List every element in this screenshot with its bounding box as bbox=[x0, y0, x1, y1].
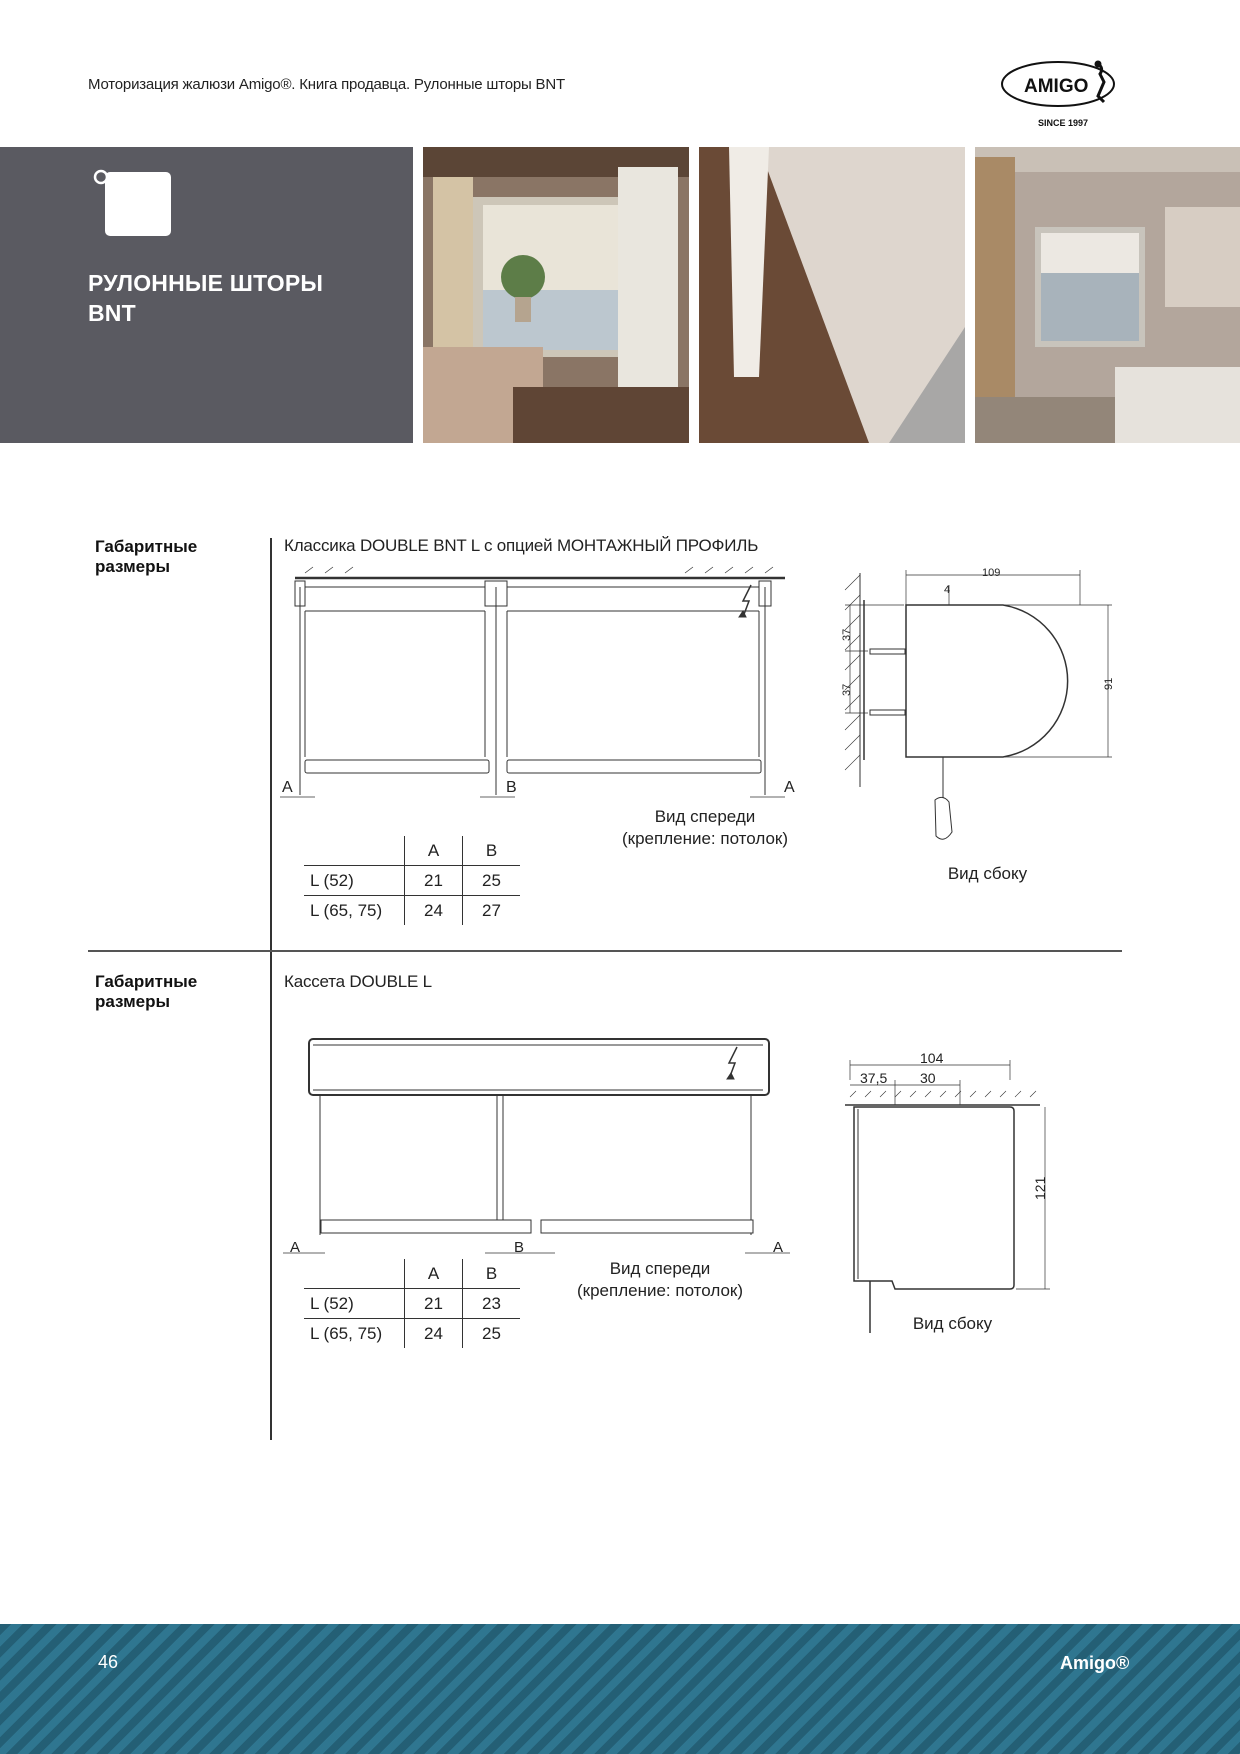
svg-text:B: B bbox=[506, 779, 517, 796]
page-number: 46 bbox=[98, 1652, 119, 1672]
table-header: A bbox=[405, 1259, 463, 1289]
table-row: L (65, 75) 24 25 bbox=[304, 1319, 520, 1349]
side-view-diagram bbox=[840, 1045, 1060, 1350]
svg-text:37,5: 37,5 bbox=[860, 1070, 888, 1086]
front-view-caption: Вид спереди (крепление: потолок) bbox=[622, 807, 788, 848]
table-header: A bbox=[405, 836, 463, 866]
document-header: Моторизация жалюзи Amigo®. Книга продавца. Рулонные шторы BNT bbox=[88, 76, 565, 93]
section-title: Кассета DOUBLE L bbox=[284, 972, 432, 991]
table-row: L (52) 21 25 bbox=[304, 866, 520, 896]
photo-living-room bbox=[423, 147, 689, 443]
svg-text:30: 30 bbox=[920, 1070, 936, 1086]
svg-text:37: 37 bbox=[841, 628, 853, 641]
side-view-diagram bbox=[840, 565, 1120, 860]
svg-text:AMIGO: AMIGO bbox=[1024, 76, 1089, 97]
svg-text:A: A bbox=[773, 1239, 784, 1256]
table-header: B bbox=[463, 836, 521, 866]
svg-text:B: B bbox=[514, 1239, 525, 1256]
front-view-diagram bbox=[282, 565, 805, 815]
svg-text:4: 4 bbox=[944, 584, 951, 596]
dimensions-table bbox=[304, 1259, 520, 1348]
table-header: B bbox=[463, 1259, 521, 1289]
svg-text:91: 91 bbox=[1103, 677, 1115, 690]
svg-text:109: 109 bbox=[982, 567, 1001, 579]
section-divider-vertical bbox=[270, 538, 272, 1440]
amigo-logo bbox=[1000, 58, 1130, 130]
banner-title: РУЛОННЫЕ ШТОРЫ BNT bbox=[88, 270, 324, 326]
section-divider-horizontal bbox=[88, 950, 1122, 952]
table-header bbox=[304, 1259, 405, 1289]
photo-kitchen bbox=[975, 147, 1240, 443]
footer-brand: Amigo® bbox=[1060, 1653, 1130, 1673]
table-row: L (52) 21 23 bbox=[304, 1289, 520, 1319]
section-label: Габаритные размеры bbox=[95, 537, 198, 576]
dimensions-table bbox=[304, 836, 520, 925]
table-row: L (65, 75) 24 27 bbox=[304, 896, 520, 926]
table-header bbox=[304, 836, 405, 866]
svg-text:121: 121 bbox=[1032, 1176, 1048, 1200]
svg-text:A: A bbox=[784, 779, 795, 796]
front-view-caption: Вид спереди (крепление: потолок) bbox=[577, 1259, 743, 1300]
side-view-caption: Вид сбоку bbox=[947, 864, 1028, 883]
section-label: Габаритные размеры bbox=[95, 972, 198, 1011]
section-title: Классика DOUBLE BNT L с опцией МОНТАЖНЫЙ ПРОФИЛЬ bbox=[284, 536, 759, 555]
photo-roller-detail bbox=[699, 147, 965, 443]
roller-blind-icon bbox=[88, 168, 174, 245]
front-view-diagram bbox=[285, 1035, 805, 1270]
svg-text:104: 104 bbox=[920, 1050, 944, 1066]
side-view-caption: Вид сбоку bbox=[912, 1314, 993, 1333]
svg-text:37: 37 bbox=[841, 683, 853, 696]
svg-text:SINCE 1997: SINCE 1997 bbox=[1038, 118, 1089, 128]
page-footer bbox=[0, 1624, 1240, 1754]
svg-text:A: A bbox=[290, 1239, 301, 1256]
svg-text:A: A bbox=[282, 779, 293, 796]
